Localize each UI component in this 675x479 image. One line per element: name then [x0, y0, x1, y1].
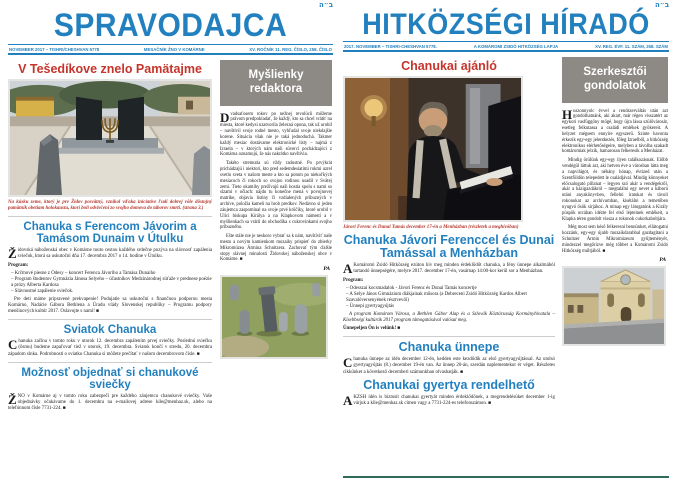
program-item: – Krčmové piesne z Odesy – koncert Ferenca Jávoriho a Tamása Dunaiho — [11, 270, 156, 276]
event-outro-bold: Ünnepeljen Ön is velünk! ■ — [343, 326, 401, 332]
program-item: – Odesszai kocsmadalok - Jávori Ferenc és Dunai Tamás koncertje — [346, 285, 477, 291]
program-label: Program: — [8, 262, 29, 268]
main-column-right — [343, 57, 555, 409]
menhaz-building-photo — [562, 266, 666, 346]
dateline-issue: XV. ROČNÍK 11. REG. ČÍSLO, 258. ČÍSLO — [249, 46, 332, 52]
editor-paragraph: Mindig örülünk egy-egy ilyen találkozásnak. Előbb vendégül láttuk azt, aki hetven éve a városban látta meg a napvilágot, és néhány hónap, évtized után a Szentföldön telepedett le családjával. Mindig könnyeket előcsalogató pillanat – legyen szó akár a vendégekről, akár a házigazdákról – megtalálni egy nevet a háború utáni anyakönyvben, fellelni iratokat és távoli rokonokat az archívumban, kisétálni a temetőben nyugvó ősök sírjához. A minap egy látogatónk a Király püspök utcában idézte fel első lépteinek emlékeit, a Klapka téren gondolt vissza a rokonok cukorkaboltjára. — [562, 158, 668, 222]
editor-paragraph: Huszonnyolc évvel a rendszerváltás után azt gondolhatnánk, aki akart, már régen visszatért az egykori vasfüggöny mögé, hogy újra lássa szülővárosát, esetleg felkutassa a családi emlékek gyökereit. A helyzet mégsem ennyire egyszerű. Szinte havonta érkezik egy-egy jelentkezés, főleg Izraelből, a hitközség elektronikus elérhetőségeire, melyben a távolba szakadt komáromiak jelzik, hamarosan felkeresik a Menházat. — [562, 106, 668, 155]
event-outro: A program Komárom Városa, a Bethlen Gábor Alap és a Szlovák Köztársaság Kormányhivatala – Kisebbségi kultúrák 2017 program támogatásával valósul meg. — [343, 311, 555, 323]
headline-gyertya: Chanukai gyertya rendelhető — [363, 377, 535, 392]
candles-body: ŽNO v Komárne aj v tomto roku zabezpečí pre každého záujemcu chanukové sviečky. Vaše objednávky očakávame do 1. decembra na e-mailovej adrese kile@menhaz.sk, alebo na telefónnom čísle 7731-224. ■ — [8, 391, 212, 412]
dateline-right — [343, 41, 669, 52]
sviatok-body: Chanuka začína v tomto roku v utorok 12. decembra zapálením prvej sviečky. Poslednú sviečku (ôsmu) budeme zapaľovať tiež v utorok, 19. decembra. Sviatok končí v stredu, 20. decembra západom slnka. Podrobnosti o sviatku Chanuka si môžete prečítať v našom decembrovom čísle. ■ — [8, 337, 212, 357]
hebrew-mark: ב״ה — [654, 1, 669, 9]
program-item: – Ünnepi gyertyagyújtás — [346, 303, 395, 309]
headline-chanukai-ajanlo: Chanukai ajánló — [401, 59, 497, 73]
memorial-caption: Na kúsku zeme, ktorý je pre Židov posvätný, vznikol vďaka iniciatíve ľudí dobrej vôle dôstojný pamätník obetiam holokaustu, ktorí boli odvlečení zo svojho domova do táborov smrti. (strana 3.) — [8, 199, 212, 211]
newspaper-title-right: HITKÖZSÉGI HÍRADÓ — [362, 7, 650, 41]
pianist-caption: Jávori Ferenc és Dunai Tamás december 17-én a Menházban (részletek a meghívóban) — [343, 224, 519, 230]
masthead-right — [343, 0, 669, 52]
unnepe-body: Chanuka ünnepe az idén december 12-én, kedden este kezdődik az első gyertyagyújtással. Az utolsó gyertyagyújtás (8.) december 19-én van. Az ünnep 20-án, szerdán naplementekor ér véget. Részletes cikkünket a következő decemberi számunkban olvashatják. ■ — [343, 355, 555, 375]
editor-box-title: Myšlienky redaktora — [220, 60, 332, 106]
editor-paragraph: Még most sem késő felkeresni bennünket, ellátogatni hozzánk, egy-egy újabb mozaikdarabbal gazdagítani a Schnitzer Ármin Mikromúzeum gyűjteményét, mindezzel megőrizve még többet a Komáromi Zsidó Hitközség múltjából. ■ — [562, 225, 668, 254]
editor-paragraph: Takéto stretnutia sú vždy radostné. Po prvýkrát prichádzajú i niektorí, kto pred sedemdesiatimi rokmi uzrel svetlo sveta v našom meste a kto sa potom po niekoľkých mesiacoch či rokoch so svojou rodinou usadil v Svätej zemi. Tieto okamihy prežívajú naši hostia spolu s nami so slzami v očiach: nájdu tu konečne mená v povojnovej matrike, objavia listiny či vzdialených príbuzných v archíve, položia kameň na hrob predkov. Nedávno si jeden záujemca zaspomínal na svoje prvé krôčiky, ktoré urobil v Ulici biskupa Királya a na Klapkovom námestí a v myšlienkach sa vrátil do obchodíka s cukrovinkami svojho príbuzného. — [220, 161, 332, 231]
content-right — [343, 57, 669, 409]
program-label: Program: — [343, 277, 364, 283]
main-column-left — [8, 60, 212, 414]
event-intro: Židovská náboženská obec v Komárne touto cestou každého srdečne pozýva na slávnosť zapálenia sviečok, ktorá sa uskutoční dňa 17. decembra 2017 o 14. hodine v Útulku. — [8, 246, 212, 262]
pianist-photo — [343, 76, 523, 222]
headline-sviatok: Sviatok Chanuka — [63, 324, 157, 337]
page-footer-rule — [343, 476, 669, 479]
headline-memorial: V Tešedíkove znelo Pamätajme — [18, 62, 202, 76]
dateline-org: MESAČNÍK ŽNO V KOMÁRNE — [143, 46, 205, 52]
section-divider — [8, 362, 212, 363]
cemetery-photo — [220, 275, 328, 359]
headline-candles: Možnosť objednať si chanukové sviečky — [21, 366, 199, 391]
editor-signature: PA — [659, 257, 666, 264]
program-item: – A Selye János Gimnázium diákjainak műsora (a Debreceni Zsidó Hitközség Kardos Albert Szavalóversenyének résztvevői) — [346, 291, 527, 303]
masthead-left — [8, 0, 333, 55]
editor-column-right — [562, 57, 668, 409]
dateline-date: NOVEMBER 2017 – TISHRI/CHESHVAN 5778 — [9, 46, 100, 52]
dateline-issue: XV. REG. ÉVF. 11. SZÁM, 258. SZÁM — [595, 43, 668, 49]
headline-chanuka-unnepe: Chanuka ünnepe — [398, 340, 500, 355]
section-divider — [8, 216, 212, 217]
editor-paragraph: Dvadsaťosem rokov po nežnej revolúcii môžeme právom predpokladať, že každý, kto sa chcel vrátiť na miesta, ktoré kedysi uzatvorila železná opona, tak už urobil – navštívil svoje rodné mesto, vyhľadal svoje niekdajšie korene. Situácia však nie je taká jednoduchá. Takmer každý mesiac dostávame elektronické listy – najmä z Izraela – v ktorých nám naši súverci pochádzajúci z Komárna oznamujú, že nás nakrátko navštívia. — [220, 109, 332, 158]
page-spravodajca — [8, 0, 333, 479]
section-divider — [8, 319, 212, 320]
dateline-date: 2017. NOVEMBER – TISHRI-CHESHVAN 5778. — [344, 43, 437, 49]
newspaper-title-left: SPRAVODAJCA — [53, 7, 288, 44]
event-intro: AKomáromi Zsidó Hitközség ezúton hív meg minden érdeklődőt chanuka, a fény ünnepe alkalmából tartandó ünnepségére, melyre 2017. december 17-én, vasárnap 14:00-kor kerül sor a Menházban. — [343, 261, 555, 277]
section-divider — [343, 336, 555, 337]
editor-paragraph: Ešte stále nie je neskoro vybrať sa k nám, navštíviť naše mesto a novým kamienkom mozaiky prispieť do zbierky Mikromúzea Ármina Schnitzera. Zachovať tým ďalšie stopy slávnej minulosti Židovskej náboženskej obce v Komárne. ■ — [220, 234, 332, 263]
editor-box-title: Szerkesztői gondolatok — [562, 57, 668, 103]
editor-column-left — [220, 60, 332, 414]
headline-chanuka-event: Chanuka s Ferencom Jávorim a Tamásom Dunaim v Útulku — [23, 221, 197, 246]
headline-chanuka-menhaz: Chanuka Jávori Ferenccel és Dunai Tamással a Menházban — [343, 232, 555, 261]
memorial-photo — [8, 79, 212, 197]
editor-signature: PA — [323, 266, 330, 273]
dateline-left — [8, 44, 333, 55]
dateline-org: A KOMÁROMI ZSIDÓ HITKÖZSÉG LAPJA — [473, 43, 559, 49]
program-item: – Program študentov Gymnázia Jánosa Selyeho – účastníkov Medzinárodnej súťaže v prednese poézie a prózy Alberta Kardosa — [11, 276, 212, 288]
program-item: – Slávnostné zapálenie sviečok. — [11, 288, 74, 294]
event-outro: Pre deti máme pripravené prekvapenie! Podujatie sa uskutoční s finančnou podporou mesta Komárno, Nadácie Gábora Bethlena a Úradu vlády Slovenskej republiky – Programu podpory menšinových kultúr 2017. Oslavujte s nami! ■ — [8, 296, 212, 315]
content-left — [8, 60, 333, 414]
page-hitkozsegi-hirado — [343, 0, 669, 479]
hebrew-mark: ב״ה — [318, 1, 333, 9]
gyertya-body: AKZSH idén is biztosít chanukai gyertyát minden érdeklődőnek, a megrendelésüket december 1-ig várjuk a kile@menhaz.sk címen vagy a 7731-224-es telefonszámon. ■ — [343, 392, 555, 408]
